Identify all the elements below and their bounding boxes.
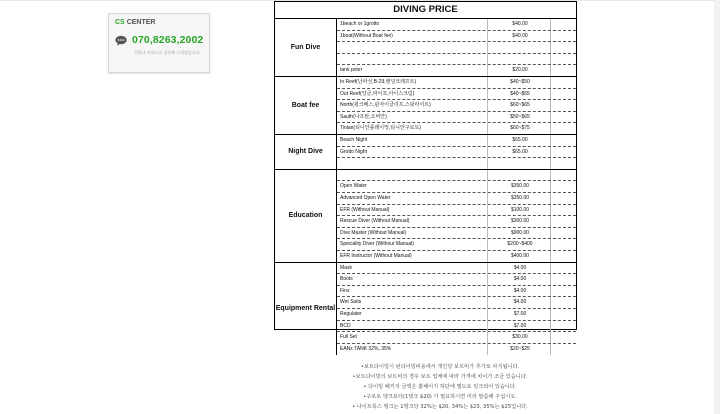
table-row: [337, 100, 576, 112]
column-divider: [487, 147, 488, 158]
table-row: [337, 193, 576, 205]
column-divider: [487, 286, 488, 297]
table-row: [337, 19, 576, 31]
item-price: $350.00: [510, 183, 530, 190]
column-divider: [550, 309, 551, 320]
center-label: CENTER: [126, 19, 156, 26]
scrollbar-track[interactable]: [714, 0, 720, 414]
item-price: $7.00: [513, 322, 527, 329]
cs-center-box: [108, 13, 210, 73]
table-row: [337, 228, 576, 240]
item-name: North(윙크배스,판자이클리프,스팟라이트): [340, 102, 431, 109]
table-row: [337, 274, 576, 286]
item-name: 1beach or 1grotto: [340, 21, 380, 27]
column-divider: [487, 170, 488, 181]
item-price: $900.00: [510, 229, 530, 236]
column-divider: [550, 19, 551, 30]
table-row: [337, 112, 576, 124]
item-name: 1boat(Without Boat fee): [340, 32, 393, 39]
column-divider: [487, 135, 488, 146]
cs-phone-row: [115, 33, 203, 47]
table-row: [337, 170, 576, 182]
column-divider: [550, 274, 551, 285]
column-divider: [550, 332, 551, 343]
column-divider: [550, 123, 551, 134]
item-name: BCD: [340, 322, 351, 329]
item-name: EANx TANK 32%, 35%: [340, 345, 392, 352]
item-name: Out Reef(잉글,파이프,아이스크림): [340, 90, 415, 97]
table-row: [337, 77, 576, 89]
column-divider: [550, 42, 551, 53]
column-divider: [550, 263, 551, 274]
item-price: $40~$50: [510, 79, 530, 85]
column-divider: [550, 158, 551, 169]
column-divider: [550, 321, 551, 332]
item-price: $65.00: [512, 148, 528, 155]
item-price: $60~$75: [510, 125, 530, 132]
column-divider: [487, 344, 488, 356]
column-divider: [487, 54, 488, 65]
table-row: [337, 297, 576, 309]
note-line: •보트다이빙시 펀다이빙비용에서 개인당 보트비가 추가로 차지됩니다.: [360, 364, 520, 370]
note-line: • 나이트록스 탱크는 1탱크당 32%는 $20, 34%는 $23, 35%는 $25입니다.: [352, 404, 528, 410]
column-divider: [487, 89, 488, 100]
table-row: [337, 286, 576, 298]
table-row: [337, 89, 576, 101]
table-row: [337, 239, 576, 251]
item-name: Regulater: [340, 311, 362, 317]
item-price: $300.00: [510, 218, 530, 225]
item-name: Sauth(나프탄,오비안): [340, 113, 387, 120]
price-table-title: DIVING PRICE: [275, 2, 576, 19]
column-divider: [550, 31, 551, 42]
column-divider: [550, 135, 551, 146]
item-price: $65.00: [512, 137, 528, 143]
item-price: $4.00: [513, 287, 527, 294]
table-row: [337, 332, 576, 344]
item-price: $40.00: [512, 21, 528, 27]
table-row: [337, 158, 576, 170]
column-divider: [550, 216, 551, 227]
item-price: $400.00: [510, 253, 530, 259]
item-name: EFR (Without Manual): [340, 206, 390, 213]
table-row: [337, 344, 576, 356]
item-name: In Reef(난파선,B-29,랜딩크래프트): [340, 79, 417, 85]
item-price: $60~$65: [510, 102, 530, 109]
item-name: Wet Suits: [340, 299, 362, 306]
item-name: Fins: [340, 287, 350, 294]
table-row: [337, 65, 576, 77]
item-price: $20.00: [512, 67, 528, 74]
item-name: Full Set: [340, 334, 357, 341]
table-row: [337, 54, 576, 66]
column-divider: [550, 100, 551, 111]
column-divider: [487, 239, 488, 250]
table-row: [337, 123, 576, 135]
column-divider: [550, 344, 551, 356]
table-row: [337, 251, 576, 263]
column-divider: [550, 228, 551, 239]
column-divider: [487, 309, 488, 320]
column-divider: [487, 263, 488, 274]
table-row: [337, 205, 576, 217]
cs-phone-number[interactable]: 070,8263,2002: [132, 34, 204, 46]
item-price: $4.00: [513, 264, 527, 271]
table-row: [337, 263, 576, 275]
column-divider: [550, 286, 551, 297]
column-divider: [550, 251, 551, 262]
item-name: Mask: [340, 264, 352, 271]
item-price: $50~$65: [510, 113, 530, 120]
column-divider: [487, 77, 488, 88]
column-divider: [487, 158, 488, 169]
column-divider: [487, 181, 488, 192]
item-name: Beach Night: [340, 137, 368, 143]
column-divider: [550, 181, 551, 192]
column-divider: [487, 31, 488, 42]
column-divider: [487, 297, 488, 308]
column-divider: [487, 321, 488, 332]
category-cell: Night Dive: [275, 135, 337, 170]
category-cell: Boat fee: [275, 77, 337, 135]
column-divider: [487, 65, 488, 76]
chat-bubble-icon: [115, 35, 127, 46]
table-row: [337, 321, 576, 333]
table-row: [337, 135, 576, 147]
table-row: [337, 181, 576, 193]
table-row: [337, 42, 576, 54]
column-divider: [487, 205, 488, 216]
item-price: $350.00: [510, 195, 530, 201]
column-divider: [487, 251, 488, 262]
table-row: [337, 147, 576, 159]
item-price: $100.00: [510, 206, 530, 213]
category-cell: Fun Dive: [275, 19, 337, 77]
column-divider: [550, 297, 551, 308]
column-divider: [487, 100, 488, 111]
cs-note: 전화나 카톡으로 상담해 드리겠습니다: [134, 50, 200, 55]
column-divider: [550, 239, 551, 250]
diving-price-table: [274, 1, 577, 352]
column-divider: [487, 228, 488, 239]
cs-label: CS: [115, 19, 125, 26]
item-price: $7.00: [513, 311, 527, 317]
item-name: Grotto Night: [340, 148, 367, 155]
notes-list: [300, 362, 580, 412]
item-price: $20~$25: [510, 345, 530, 352]
column-divider: [550, 147, 551, 158]
column-divider: [487, 123, 488, 134]
item-price: $200~$400: [507, 241, 533, 248]
column-divider: [487, 193, 488, 204]
item-name: Dive Master (Without Manual): [340, 229, 407, 236]
column-divider: [550, 77, 551, 88]
note-line: •구로토 탱크포터(1탱크 $20) 가 필요하시면 미리 말씀해 주십시오.: [363, 394, 517, 400]
table-row: [337, 31, 576, 43]
column-divider: [487, 274, 488, 285]
item-price: $30.00: [512, 334, 528, 341]
item-price: $40.00: [512, 32, 528, 39]
cs-center-title: [115, 19, 155, 26]
item-name: Speciality Diver (Without Manual): [340, 241, 414, 248]
item-name: EFR Instructor (Without Manual): [340, 253, 412, 259]
item-price: $40~$55: [510, 90, 530, 97]
column-divider: [550, 112, 551, 123]
note-line: •보트다이빙의 보트비의 경우 보트 업체에 따라 가격에 차이가 조금 있습니다.: [352, 374, 528, 380]
column-divider: [487, 216, 488, 227]
column-divider: [550, 193, 551, 204]
column-divider: [550, 89, 551, 100]
item-price: $4.00: [513, 299, 527, 306]
item-name: tank poter: [340, 67, 363, 74]
column-divider: [550, 54, 551, 65]
column-divider: [487, 19, 488, 30]
note-line: • 다이빙 패키지 금액은 홈페이지 하단에 별도로 링크되어 있습니다.: [363, 384, 517, 390]
item-name: Boots: [340, 276, 353, 283]
column-divider: [487, 112, 488, 123]
column-divider: [487, 42, 488, 53]
item-name: Tinian(티니안플레이밍,티니안구로토): [340, 125, 421, 132]
category-cell: Equipment Rental: [275, 263, 337, 356]
item-name: Open Water: [340, 183, 367, 190]
item-price: $4.00: [513, 276, 527, 283]
column-divider: [487, 332, 488, 343]
category-cell: Education: [275, 170, 337, 263]
column-divider: [550, 65, 551, 76]
table-row: [337, 216, 576, 228]
column-divider: [550, 205, 551, 216]
table-row: [337, 309, 576, 321]
column-divider: [550, 170, 551, 181]
item-name: Advanced Open Water: [340, 195, 391, 201]
item-name: Rescue Diver (Without Manual): [340, 218, 410, 225]
